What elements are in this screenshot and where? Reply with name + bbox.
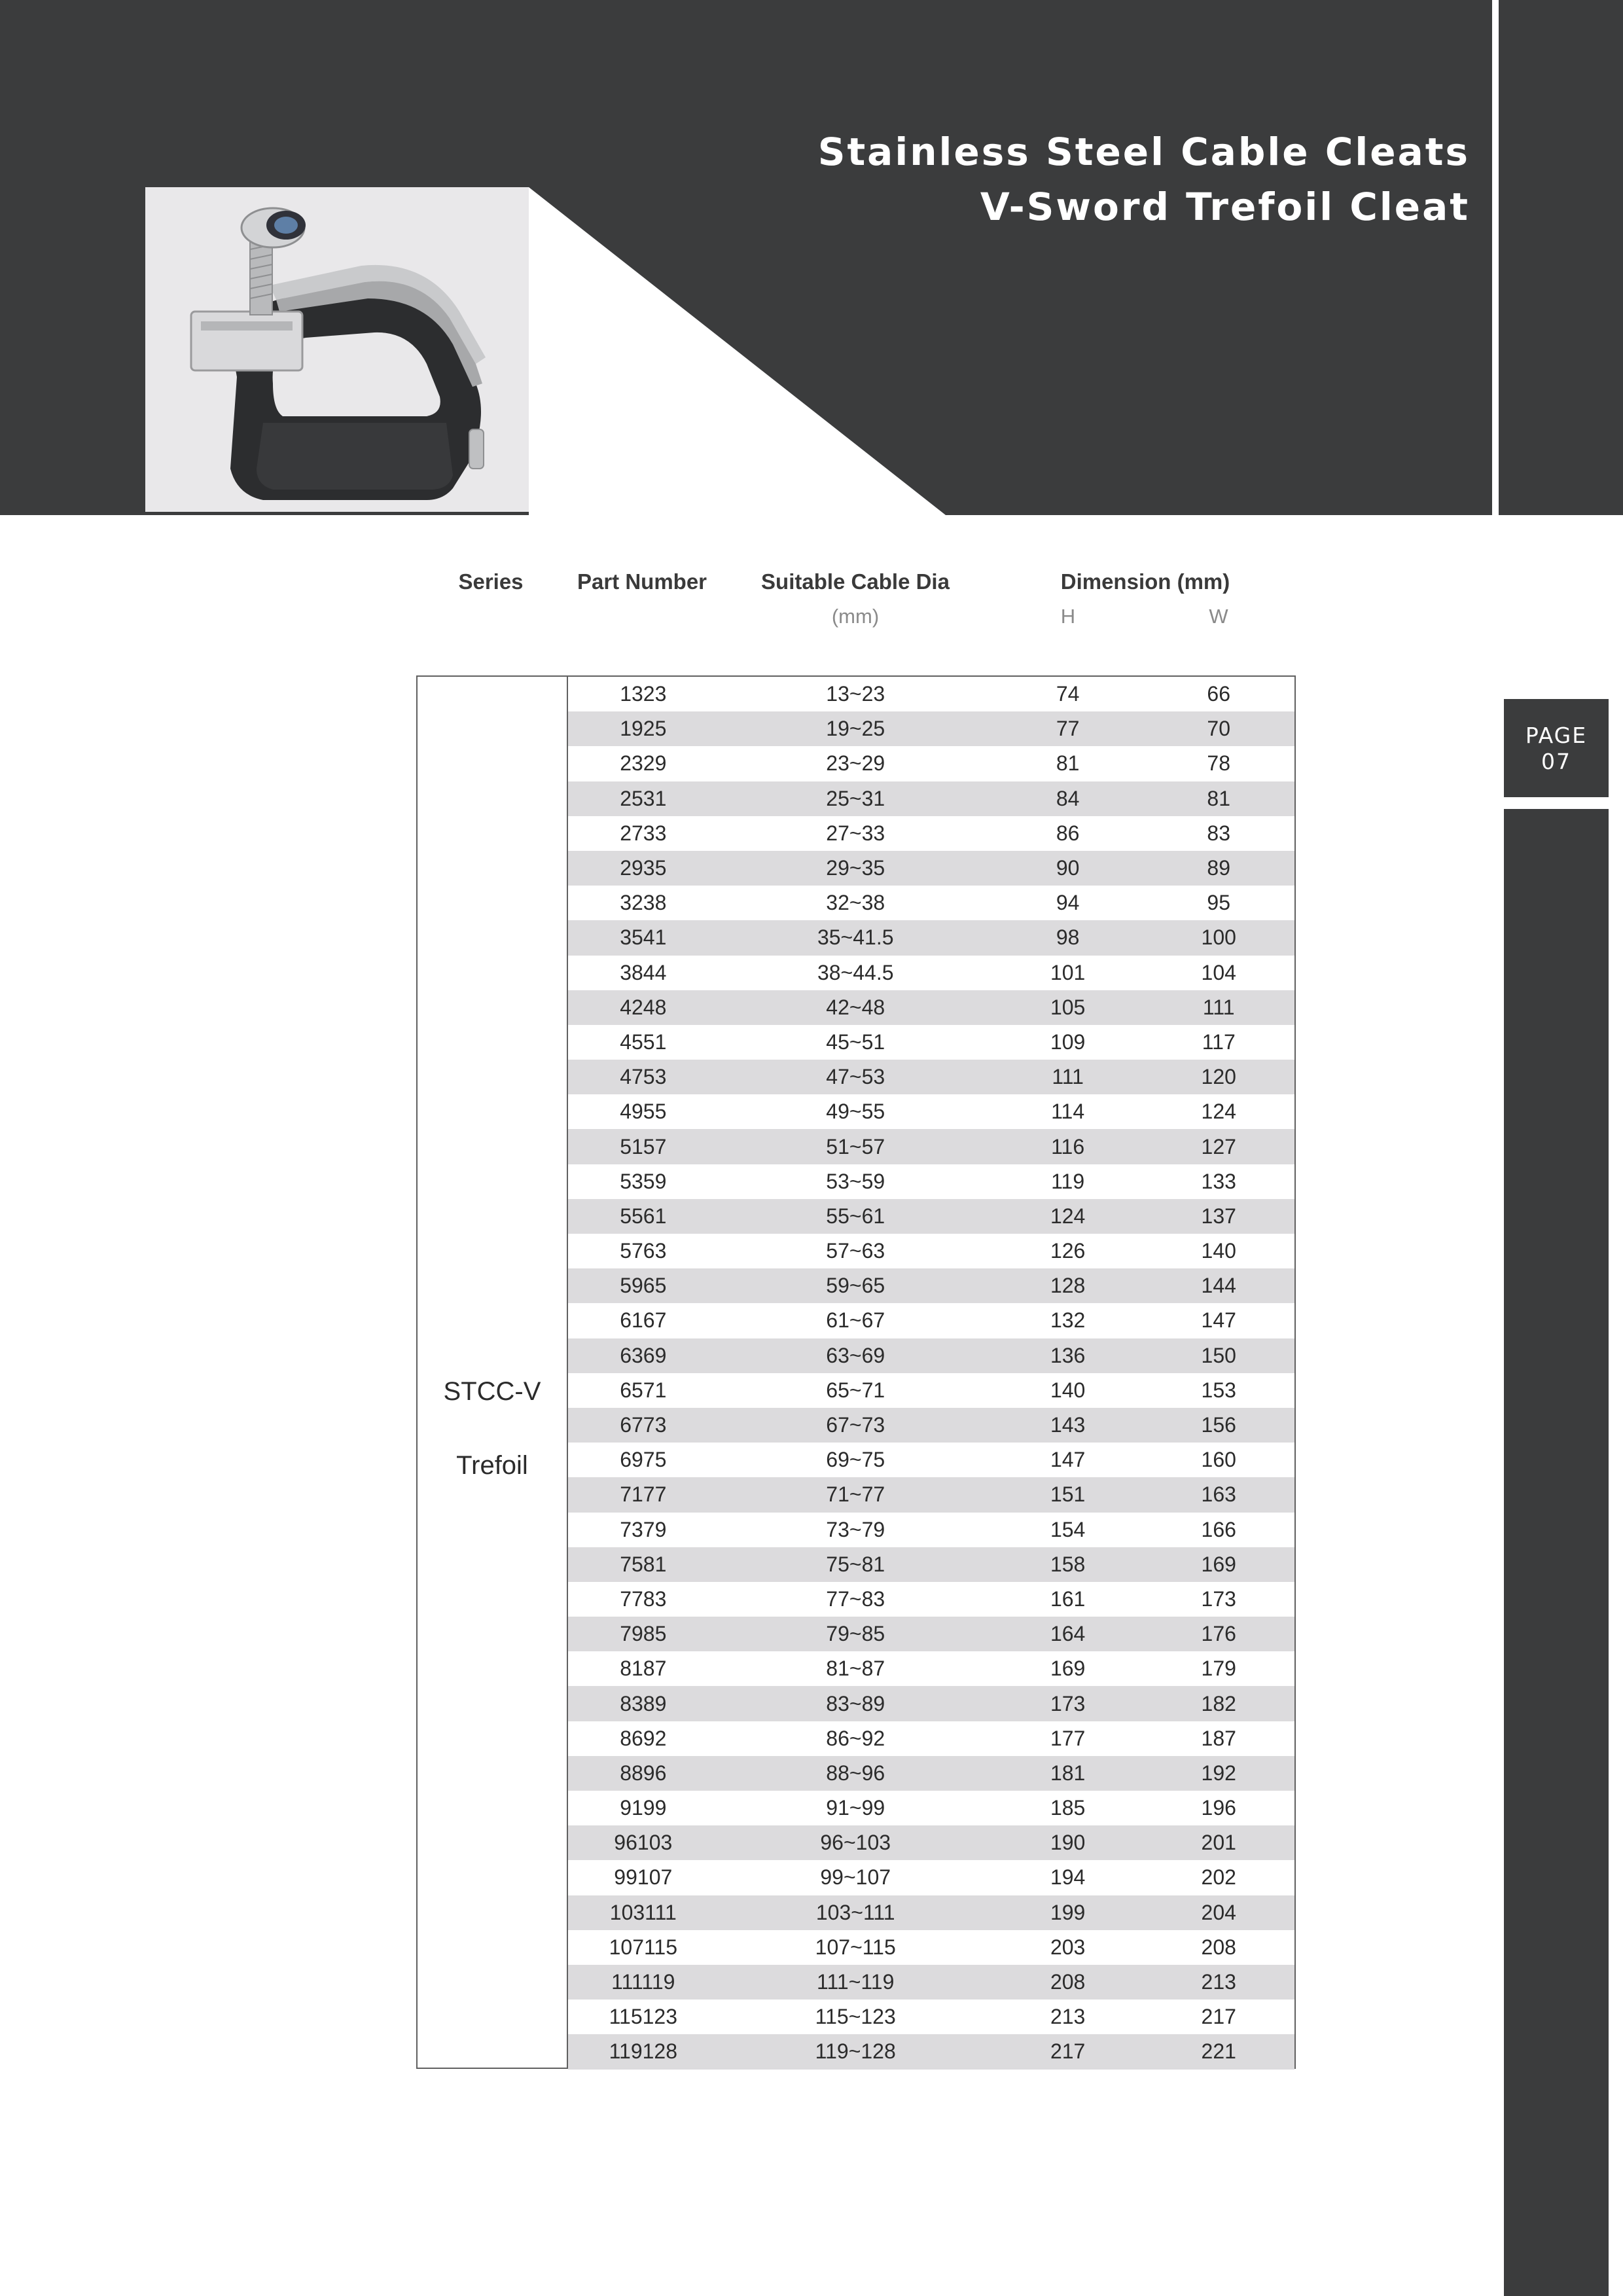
cable-dia-cell: 103~111 — [815, 1900, 895, 1924]
cable-dia-cell: 96~103 — [820, 1831, 891, 1855]
height-cell: 124 — [1050, 1204, 1086, 1228]
table-row — [568, 1338, 1294, 1373]
part-number-cell: 8187 — [620, 1657, 667, 1681]
cable-dia-cell: 71~77 — [826, 1482, 885, 1507]
table-row — [568, 956, 1294, 990]
cable-dia-cell: 55~61 — [826, 1204, 885, 1228]
part-number-cell: 115123 — [609, 2005, 677, 2029]
table-row — [568, 1547, 1294, 1582]
header-dimension: Dimension (mm) — [1060, 569, 1230, 594]
table-row — [568, 1825, 1294, 1860]
header-h: H — [1060, 605, 1076, 628]
table-row — [568, 1094, 1294, 1129]
height-cell: 136 — [1050, 1343, 1086, 1367]
part-number-cell: 5561 — [620, 1204, 667, 1228]
table-row — [568, 816, 1294, 851]
part-number-cell: 4551 — [620, 1030, 667, 1054]
width-cell: 201 — [1201, 1831, 1236, 1855]
cable-dia-cell: 32~38 — [826, 891, 885, 915]
table-row — [568, 2000, 1294, 2034]
series-type: Trefoil — [456, 1451, 528, 1480]
cable-dia-cell: 77~83 — [826, 1587, 885, 1611]
part-number-cell: 1323 — [620, 682, 667, 706]
width-cell: 153 — [1201, 1378, 1236, 1402]
cable-dia-cell: 35~41.5 — [817, 925, 894, 950]
table-row — [568, 1756, 1294, 1791]
height-cell: 77 — [1056, 717, 1080, 741]
cable-dia-cell: 38~44.5 — [817, 960, 894, 984]
part-number-cell: 7985 — [620, 1622, 667, 1646]
height-cell: 208 — [1050, 1970, 1086, 1994]
table-row — [568, 1930, 1294, 1965]
part-number-cell: 2733 — [620, 821, 667, 845]
part-number-cell: 119128 — [609, 2039, 677, 2064]
cable-dia-cell: 65~71 — [826, 1378, 885, 1402]
height-cell: 126 — [1050, 1239, 1086, 1263]
height-cell: 151 — [1050, 1482, 1086, 1507]
width-cell: 95 — [1207, 891, 1231, 915]
cable-dia-cell: 27~33 — [826, 821, 885, 845]
height-cell: 81 — [1056, 751, 1080, 776]
width-cell: 150 — [1201, 1343, 1236, 1367]
cable-dia-cell: 73~79 — [826, 1517, 885, 1541]
part-number-cell: 2531 — [620, 786, 667, 810]
cable-dia-cell: 81~87 — [826, 1657, 885, 1681]
width-cell: 217 — [1201, 2005, 1236, 2029]
part-number-cell: 99107 — [614, 1865, 673, 1890]
width-cell: 144 — [1201, 1274, 1236, 1298]
header-cable-dia-unit: (mm) — [831, 605, 880, 628]
width-cell: 208 — [1201, 1935, 1236, 1959]
height-cell: 203 — [1050, 1935, 1086, 1959]
right-strip-top — [1499, 0, 1623, 515]
table-row — [568, 1199, 1294, 1234]
height-cell: 173 — [1050, 1691, 1086, 1715]
table-row — [568, 1234, 1294, 1268]
width-cell: 133 — [1201, 1169, 1236, 1193]
part-number-cell: 6167 — [620, 1308, 667, 1333]
height-cell: 194 — [1050, 1865, 1086, 1890]
part-number-cell: 6773 — [620, 1413, 667, 1437]
part-number-cell: 4248 — [620, 995, 667, 1019]
part-number-cell: 5359 — [620, 1169, 667, 1193]
table-row — [568, 886, 1294, 920]
part-number-cell: 107115 — [609, 1935, 677, 1959]
page-label: PAGE — [1525, 723, 1588, 748]
width-cell: 127 — [1201, 1134, 1236, 1158]
table-row — [568, 851, 1294, 886]
page-number: 07 — [1541, 749, 1571, 774]
width-cell: 163 — [1201, 1482, 1236, 1507]
height-cell: 128 — [1050, 1274, 1086, 1298]
table-row — [568, 1721, 1294, 1756]
cable-dia-cell: 83~89 — [826, 1691, 885, 1715]
width-cell: 66 — [1207, 682, 1231, 706]
cable-dia-cell: 88~96 — [826, 1761, 885, 1785]
height-cell: 111 — [1052, 1065, 1084, 1089]
height-cell: 116 — [1051, 1134, 1085, 1158]
table-row — [568, 1686, 1294, 1721]
spec-table — [416, 675, 1296, 2069]
table-row — [568, 1477, 1294, 1512]
part-number-cell: 5965 — [620, 1274, 667, 1298]
width-cell: 221 — [1201, 2039, 1236, 2064]
cable-dia-cell: 61~67 — [826, 1308, 885, 1333]
height-cell: 105 — [1050, 995, 1086, 1019]
height-cell: 199 — [1050, 1900, 1086, 1924]
height-cell: 177 — [1050, 1726, 1086, 1750]
height-cell: 132 — [1050, 1308, 1086, 1333]
cable-dia-cell: 67~73 — [826, 1413, 885, 1437]
table-row — [568, 1443, 1294, 1477]
table-row — [568, 1060, 1294, 1094]
part-number-cell: 3238 — [620, 891, 667, 915]
cable-dia-cell: 29~35 — [826, 856, 885, 880]
height-cell: 154 — [1050, 1517, 1086, 1541]
page-title-line1: Stainless Steel Cable Cleats — [817, 130, 1470, 174]
width-cell: 176 — [1201, 1622, 1236, 1646]
height-cell: 190 — [1050, 1831, 1086, 1855]
table-row — [568, 1408, 1294, 1443]
header-divider — [1492, 0, 1495, 515]
cable-dia-cell: 45~51 — [826, 1030, 885, 1054]
height-cell: 185 — [1050, 1796, 1086, 1820]
cable-dia-cell: 75~81 — [826, 1552, 885, 1576]
cable-dia-cell: 19~25 — [826, 717, 885, 741]
width-cell: 213 — [1201, 1970, 1236, 1994]
width-cell: 78 — [1207, 751, 1231, 776]
width-cell: 89 — [1207, 856, 1231, 880]
height-cell: 74 — [1056, 682, 1080, 706]
table-row — [568, 1164, 1294, 1199]
part-number-cell: 4753 — [620, 1065, 667, 1089]
width-cell: 83 — [1207, 821, 1231, 845]
width-cell: 100 — [1201, 925, 1236, 950]
table-row — [568, 1965, 1294, 2000]
width-cell: 196 — [1201, 1796, 1236, 1820]
table-row — [568, 1617, 1294, 1651]
table-row — [568, 1373, 1294, 1408]
width-cell: 147 — [1201, 1308, 1236, 1333]
table-row — [568, 1129, 1294, 1164]
cable-dia-cell: 91~99 — [826, 1796, 885, 1820]
table-row — [568, 1513, 1294, 1547]
width-cell: 156 — [1201, 1413, 1236, 1437]
part-number-cell: 1925 — [620, 717, 667, 741]
height-cell: 114 — [1051, 1100, 1085, 1124]
width-cell: 111 — [1202, 995, 1235, 1019]
height-cell: 119 — [1051, 1169, 1085, 1193]
table-row — [568, 2034, 1294, 2069]
height-cell: 101 — [1050, 960, 1086, 984]
table-row — [568, 920, 1294, 955]
part-number-cell: 103111 — [609, 1900, 677, 1924]
part-number-cell: 4955 — [620, 1100, 667, 1124]
height-cell: 90 — [1056, 856, 1080, 880]
width-cell: 137 — [1201, 1204, 1236, 1228]
table-row — [568, 1791, 1294, 1825]
width-cell: 70 — [1207, 717, 1231, 741]
part-number-cell: 7783 — [620, 1587, 667, 1611]
width-cell: 192 — [1201, 1761, 1236, 1785]
table-row — [568, 1860, 1294, 1895]
table-row — [568, 1582, 1294, 1617]
cable-dia-cell: 99~107 — [820, 1865, 891, 1890]
header-w: W — [1209, 605, 1228, 628]
part-number-cell: 5157 — [620, 1134, 667, 1158]
width-cell: 202 — [1201, 1865, 1236, 1890]
table-row — [568, 1895, 1294, 1930]
part-number-cell: 2329 — [620, 751, 667, 776]
width-cell: 204 — [1201, 1900, 1236, 1924]
part-number-cell: 7379 — [620, 1517, 667, 1541]
cable-dia-cell: 53~59 — [826, 1169, 885, 1193]
header-part-number: Part Number — [577, 569, 707, 594]
width-cell: 81 — [1207, 786, 1231, 810]
part-number-cell: 3541 — [620, 925, 667, 950]
table-row — [568, 1268, 1294, 1303]
part-number-cell: 7581 — [620, 1552, 667, 1576]
cable-dia-cell: 79~85 — [826, 1622, 885, 1646]
part-number-cell: 8692 — [620, 1726, 667, 1750]
header-series: Series — [458, 569, 524, 594]
header-cable-dia: Suitable Cable Dia — [761, 569, 950, 594]
cable-dia-cell: 63~69 — [826, 1343, 885, 1367]
right-side-bar — [1504, 809, 1609, 2296]
table-row — [568, 746, 1294, 781]
width-cell: 104 — [1201, 960, 1236, 984]
part-number-cell: 8896 — [620, 1761, 667, 1785]
table-row — [568, 990, 1294, 1025]
cable-dia-cell: 23~29 — [826, 751, 885, 776]
width-cell: 124 — [1201, 1100, 1236, 1124]
part-number-cell: 3844 — [620, 960, 667, 984]
height-cell: 86 — [1056, 821, 1080, 845]
height-cell: 98 — [1056, 925, 1080, 950]
page-title-line2: V-Sword Trefoil Cleat — [980, 185, 1470, 229]
width-cell: 160 — [1201, 1448, 1236, 1472]
part-number-cell: 8389 — [620, 1691, 667, 1715]
width-cell: 166 — [1201, 1517, 1236, 1541]
cable-dia-cell: 47~53 — [826, 1065, 885, 1089]
part-number-cell: 5763 — [620, 1239, 667, 1263]
table-row — [568, 677, 1294, 711]
table-row — [568, 711, 1294, 746]
width-cell: 120 — [1201, 1065, 1236, 1089]
height-cell: 181 — [1050, 1761, 1086, 1785]
height-cell: 158 — [1050, 1552, 1086, 1576]
part-number-cell: 6571 — [620, 1378, 667, 1402]
table-row — [568, 1303, 1294, 1338]
cable-dia-cell: 111~119 — [817, 1970, 895, 1994]
part-number-cell: 6369 — [620, 1343, 667, 1367]
cable-dia-cell: 119~128 — [815, 2039, 896, 2064]
cable-dia-cell: 13~23 — [826, 682, 885, 706]
table-row — [568, 1025, 1294, 1060]
cable-dia-cell: 107~115 — [815, 1935, 896, 1959]
cable-dia-cell: 42~48 — [826, 995, 885, 1019]
series-cell — [418, 677, 568, 2068]
cable-dia-cell: 69~75 — [826, 1448, 885, 1472]
height-cell: 169 — [1050, 1657, 1086, 1681]
table-rows — [568, 677, 1294, 2070]
width-cell: 182 — [1201, 1691, 1236, 1715]
width-cell: 117 — [1202, 1030, 1236, 1054]
width-cell: 169 — [1201, 1552, 1236, 1576]
height-cell: 164 — [1050, 1622, 1086, 1646]
part-number-cell: 6975 — [620, 1448, 667, 1472]
cable-cleat-image — [145, 187, 529, 512]
table-row — [568, 781, 1294, 816]
height-cell: 143 — [1050, 1413, 1086, 1437]
cable-dia-cell: 51~57 — [826, 1134, 885, 1158]
height-cell: 161 — [1050, 1587, 1086, 1611]
height-cell: 84 — [1056, 786, 1080, 810]
cable-dia-cell: 59~65 — [826, 1274, 885, 1298]
cable-dia-cell: 115~123 — [815, 2005, 896, 2029]
part-number-cell: 2935 — [620, 856, 667, 880]
part-number-cell: 111119 — [611, 1970, 675, 1994]
cable-dia-cell: 86~92 — [826, 1726, 885, 1750]
series-name: STCC-V — [443, 1377, 541, 1406]
product-photo — [145, 187, 529, 512]
width-cell: 187 — [1201, 1726, 1236, 1750]
width-cell: 179 — [1201, 1657, 1236, 1681]
width-cell: 140 — [1201, 1239, 1236, 1263]
page-number-tab — [1504, 699, 1609, 797]
cable-dia-cell: 49~55 — [826, 1100, 885, 1124]
height-cell: 217 — [1050, 2039, 1086, 2064]
height-cell: 94 — [1056, 891, 1080, 915]
height-cell: 213 — [1050, 2005, 1086, 2029]
height-cell: 109 — [1050, 1030, 1086, 1054]
width-cell: 173 — [1201, 1587, 1236, 1611]
cable-dia-cell: 25~31 — [826, 786, 885, 810]
part-number-cell: 96103 — [614, 1831, 673, 1855]
part-number-cell: 9199 — [620, 1796, 667, 1820]
table-row — [568, 1651, 1294, 1686]
height-cell: 147 — [1050, 1448, 1086, 1472]
height-cell: 140 — [1050, 1378, 1086, 1402]
part-number-cell: 7177 — [620, 1482, 667, 1507]
cable-dia-cell: 57~63 — [826, 1239, 885, 1263]
